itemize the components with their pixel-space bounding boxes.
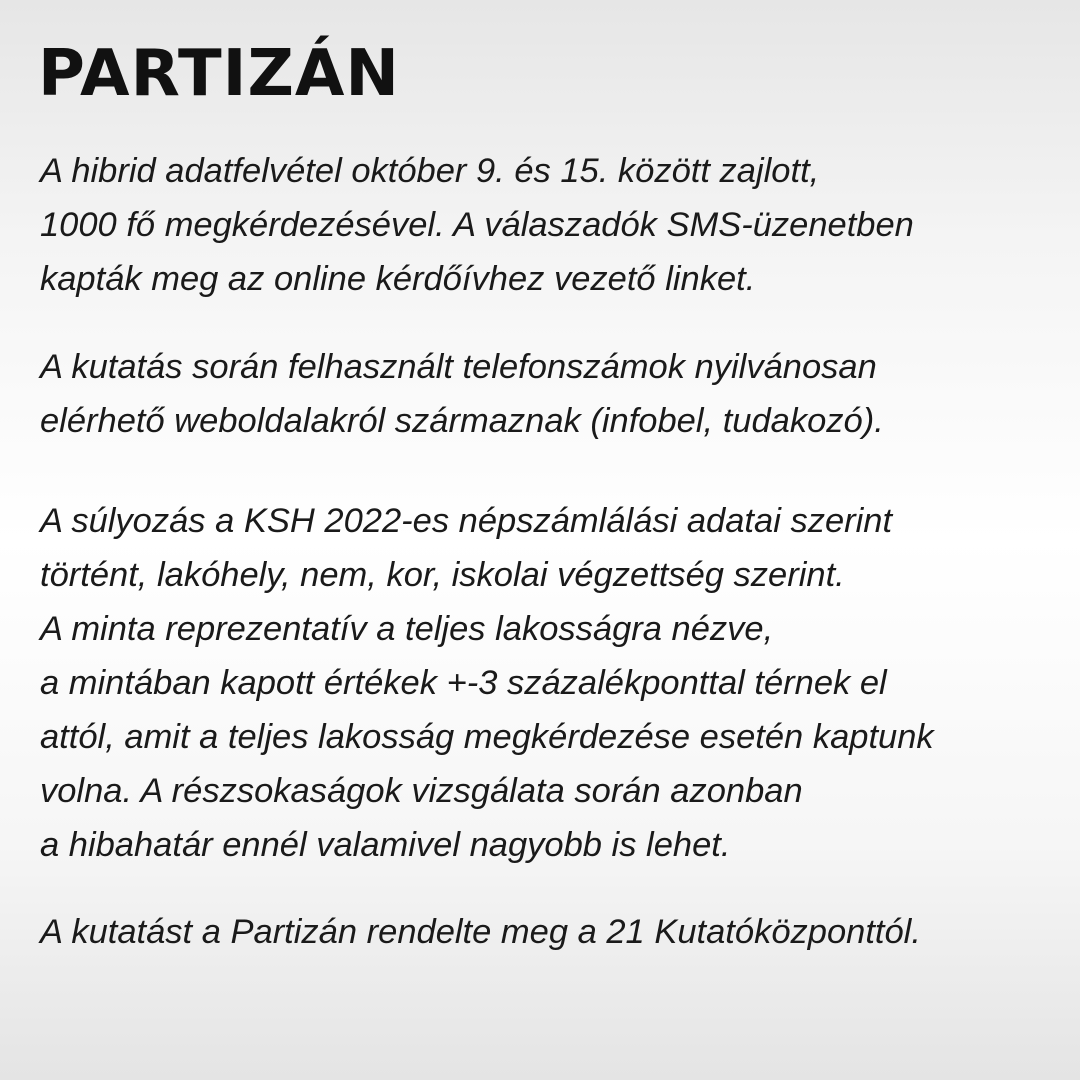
text-line: A hibrid adatfelvétel október 9. és 15. között zajlott,	[40, 152, 820, 190]
text-line: 1000 fő megkérdezésével. A válaszadók SMS-üzenetben	[40, 206, 914, 244]
partizan-logo: PARTIZÁN	[38, 37, 400, 111]
text-line: a mintában kapott értékek +-3 százalékponttal térnek el	[40, 664, 887, 702]
text-line: A kutatás során felhasznált telefonszámok nyilvánosan	[40, 348, 877, 386]
text-line: történt, lakóhely, nem, kor, iskolai végzettség szerint.	[40, 556, 845, 594]
text-line: A súlyozás a KSH 2022-es népszámlálási adatai szerint	[40, 502, 893, 540]
text-line: volna. A részsokaságok vizsgálata során azonban	[40, 772, 803, 810]
text-line: elérhető weboldalakról származnak (infobel, tudakozó).	[40, 402, 884, 440]
paragraph-commissioner	[40, 905, 1050, 959]
text-line: A minta reprezentatív a teljes lakosságra nézve,	[40, 610, 774, 648]
paragraph-phone-source	[40, 340, 1050, 448]
text-line: a hibahatár ennél valamivel nagyobb is lehet.	[40, 826, 731, 864]
text-line: A kutatást a Partizán rendelte meg a 21 Kutatóközponttól.	[40, 913, 921, 951]
paragraph-survey-method	[40, 144, 1050, 306]
paragraph-weighting	[40, 494, 1050, 872]
text-line: kapták meg az online kérdőívhez vezető linket.	[40, 260, 756, 298]
text-line: attól, amit a teljes lakosság megkérdezése esetén kaptunk	[40, 718, 934, 756]
